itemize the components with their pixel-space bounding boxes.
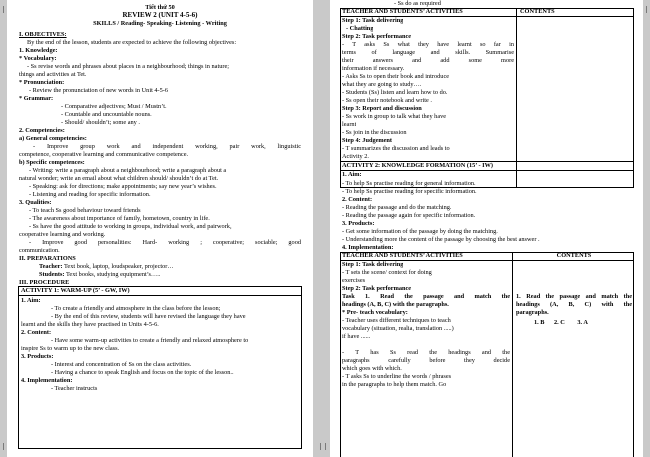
specific-competences-line: - Speaking: ask for directions; make appointments; say new year’s wishes. [29,183,217,190]
headings-line: which goes with which. [342,365,402,372]
grammar-item: - Should/ shouldn’t; some any . [61,119,140,126]
table2-step2-heading: Step 2: Task performance [342,285,412,292]
pronunciation-heading: * Pronunciation: [19,79,65,86]
step2-line: information if necessary. [342,65,405,72]
content-line: - Have some warm-up activities to create a friendly and relaxed atmosphere to [51,337,249,344]
pre-teach-heading: * Pre- teach vocabulary: [342,309,408,316]
gutter-mark [325,443,326,450]
gutter-mark [320,443,321,450]
activity2-products-heading: 3. Products: [342,220,375,227]
activity2-products-line: - Get some information of the passage by doing the matching. [342,228,498,235]
review-title: REVIEW 2 (UNIT 4-5-6) [122,12,198,19]
table-header-contents: CONTENTS [520,8,555,15]
task1-line: Task 1. Read the passage and match the [342,293,510,300]
products-line: - Interest and concentration of Ss on the class activities. [51,361,192,368]
activity2-content-heading: 2. Content: [342,196,373,203]
table2-step1-line: exercises [342,277,366,284]
activity2-products-line: - Understanding more the content of the passage by choosing the best answer . [342,236,540,243]
headings-line: - T has Ss read the headings and the [342,349,510,356]
table2-step1-line: - T sets the scene/ context for doing [342,269,432,276]
objectives-heading: I. OBJECTIVES: [19,31,67,38]
aim-heading: 1. Aim: [21,297,41,304]
activity1-divider [18,295,302,296]
teacher-prep: Teacher: Text book, laptop, loudspeaker, projector… [39,263,174,270]
grammar-heading: * Grammar: [19,95,54,102]
left-document-page [7,0,313,457]
aim-line: - To create a friendly and atmosphere in the class before the lesson; [51,305,221,312]
qualities-line: communication. [19,247,60,254]
activity2-content-line: - Reading the passage again for specific information. [342,212,476,219]
step3-heading: Step 3: Report and discussion [342,105,422,112]
grammar-item: - Countable and uncountable nouns. [61,111,152,118]
step2-line: - Ss open their notebook and write . [342,97,432,104]
activity2-content-line: - Reading the passage and do the matching. [342,204,452,211]
step2-heading: Step 2: Task performance [342,33,412,40]
general-competencies-line: - Improve group work and independent working, pair work, linguistic [33,143,301,150]
implementation-heading: 4. Implementation: [21,377,73,384]
activity2-title: ACTIVITY 2: KNOWLEDGE FORMATION (15’ - IW) [342,162,494,169]
skills-subtitle: SKILLS / Reading- Speaking- Listening - Writing [93,20,227,27]
products-heading: 3. Products: [21,353,54,360]
vocabulary-line: things and activities at Tet. [19,71,87,78]
table2-column-divider [512,252,513,457]
table2-header-contents: CONTENTS [556,252,592,259]
step3-line: - Ss work in group to talk what they have [342,113,447,120]
table2-step1-heading: Step 1: Task delivering [342,261,404,268]
step4-line: - T summarizes the discussion and leads to [342,145,450,152]
step3-line: - Ss join in the discussion [342,129,407,136]
implementation-line: - Teacher instructs [51,385,98,392]
qualities-line: - Improve good personalities: Hard- working ; cooperative; sociable; good [29,239,301,246]
pre-teach-line: if have ...... [342,333,371,340]
qualities-line: cooperative learning and working. [19,231,106,238]
do-as-required-line: - Ss do as required [394,0,441,7]
step3-line: learnt [342,121,357,128]
activity2-aim-line: - To help Ss practise reading for general information. [342,180,476,187]
qualities-heading: 3. Qualities: [19,199,52,206]
task1-line: headings (A, B, C) with the paragraphs. [342,301,449,308]
chatting-line: - Chatting [346,25,374,32]
step2-line: - Students (Ss) listen and learn how to do. [342,89,448,96]
pre-teach-line: - Teacher uses different techniques to teach [342,317,451,324]
step2-line: their answers and add some more [342,57,514,64]
vocabulary-line: - Ss revise words and phrases about places in a neighbourhood; things in nature; [27,63,229,70]
step2-line: - Asks Ss to open their book and introduce [342,73,450,80]
step1-heading: Step 1: Task delivering [342,17,404,24]
vocabulary-heading: * Vocabulary: [19,55,57,62]
specific-competences-line: natural wonder; write an email about what children should/ shouldn’t do at Tet. [19,175,219,182]
right-document-page [330,0,643,457]
content-heading: 2. Content: [21,329,52,336]
matching-answers: 1. B 2. C 3. A [534,319,588,326]
competencies-heading: 2. Competencies: [19,127,65,134]
headings-line: - T asks Ss to underline the words / phrases [342,373,452,380]
lesson-number: Tiết thứ 50 [145,4,175,11]
contents-task1-line: 1. Read the passage and match the [516,293,632,300]
specific-competences-heading: b) Specific competences: [19,159,85,166]
specific-competences-line: - Writing: write a paragraph about a neighbourhood; write a paragraph about a [29,167,227,174]
activity1-title: ACTIVITY 1: WARM-UP (5’ - GW, IW) [21,287,130,294]
pre-teach-line: vocabulary (situation, realia, translation .....) [342,325,454,332]
step4-heading: Step 4: Judgement [342,137,393,144]
content-line: inspire Ss to warm up to the new class. [21,345,120,352]
aim-line: - By the end of this review, students will have revised the language they have [51,313,246,320]
gutter-mark [3,6,4,13]
procedure-heading: III. PROCEDURE [19,279,70,286]
pronunciation-line: - Review the pronunciation of new words in Unit 4-5-6 [29,87,169,94]
activity2-title-divider [340,170,634,171]
qualities-line: - The awareness about importance of family, hometown, country in life. [29,215,210,222]
headings-line: paragraphs carefully before they decide [342,357,510,364]
preparations-heading: II. PREPARATIONS [19,255,76,262]
general-competencies-line: competence, cooperative learning and communicative competence. [19,151,189,158]
table-header-activities: TEACHER AND STUDENTS’ ACTIVITIES [342,8,463,15]
activity2-implementation-heading: 4. Implementation: [342,244,394,251]
qualities-line: - To teach Ss good behaviour toward friends [29,207,141,214]
activity2-aim-heading: 1. Aim: [342,171,362,178]
objectives-intro: By the end of the lesson, students are expected to achieve the following objectives: [27,39,237,46]
aim-line: learnt and the skills they have practised in Units 4-5-6. [21,321,159,328]
step2-line: - T asks Ss what they have learnt so far in [342,41,514,48]
headings-line: in the paragraphs to help them match. Go [342,381,447,388]
contents-task1-line: paragraphs. [516,309,549,316]
table2-header-activities: TEACHER AND STUDENTS’ ACTIVITIES [342,252,463,259]
step2-line: what they are going to study…. [342,81,422,88]
general-competencies-heading: a) General competencies: [19,135,87,142]
gutter-mark [646,6,647,13]
grammar-item: - Comparative adjectives; Must / Mustn’t. [61,103,167,110]
step2-line: terms of language and skills. Summarise [342,49,514,56]
contents-task1-line: headings (A, B, C) with the [516,301,632,308]
specific-competences-line: - Listening and reading for specific information. [29,191,151,198]
students-prep: Students: Text books, studying equipment’s….. [39,271,161,278]
activity2-aim-line: - To help Ss practise reading for specific information. [342,188,477,195]
knowledge-heading: 1. Knowledge: [19,47,58,54]
products-line: - Having a chance to speak English and focus on the topic of the lesson.. [51,369,234,376]
qualities-line: - Ss have the good attitude to working in groups, individual work, and pairwork, [29,223,232,230]
step4-line: Activity 2. [342,153,369,160]
gutter-mark [3,443,4,450]
